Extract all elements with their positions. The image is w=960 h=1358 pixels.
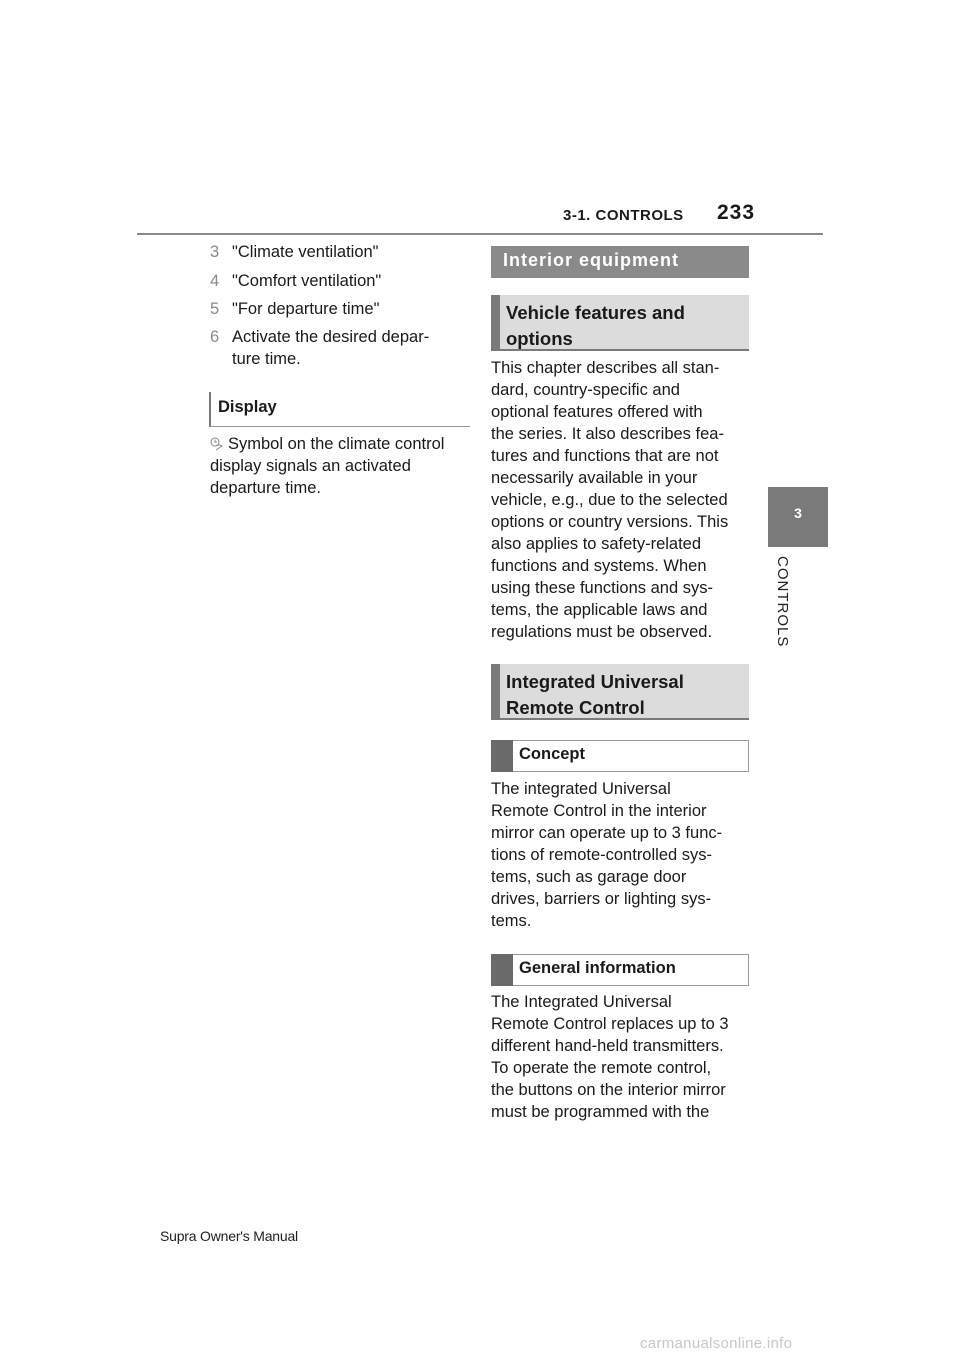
- text-line: options or country versions. This: [491, 513, 729, 531]
- step-number: 3: [210, 243, 220, 261]
- general-information-heading: [491, 954, 749, 986]
- text-line: Remote Control in the interior: [491, 802, 707, 820]
- text-line: drives, barriers or lighting sys-: [491, 890, 712, 908]
- step-text: "Climate ventilation": [232, 243, 379, 261]
- concept-heading: [491, 740, 749, 772]
- text-line: tems.: [491, 912, 532, 930]
- step-number: 4: [210, 272, 220, 290]
- heading-marker: [491, 954, 513, 986]
- text-line: the series. It also describes fea-: [491, 425, 724, 443]
- text-line: tions of remote-controlled sys-: [491, 846, 713, 864]
- step-item: [210, 270, 470, 292]
- watermark: carmanualsonline.info: [640, 1335, 793, 1352]
- step-item: [210, 241, 470, 263]
- step-item: [210, 298, 470, 320]
- step-number: 5: [210, 300, 220, 318]
- heading-line: Vehicle features and: [506, 302, 685, 323]
- iurc-heading: [491, 664, 749, 720]
- heading-line: Remote Control: [506, 697, 645, 718]
- departure-time-icon: [210, 437, 224, 451]
- text-line: using these functions and sys-: [491, 579, 713, 597]
- text-line: To operate the remote control,: [491, 1059, 712, 1077]
- text-line: mirror can operate up to 3 func-: [491, 824, 723, 842]
- display-line: Symbol on the climate control: [228, 435, 445, 453]
- display-line: display signals an activated: [210, 457, 411, 475]
- text-line: tems, the applicable laws and: [491, 601, 708, 619]
- step-item: [210, 326, 470, 370]
- text-line: vehicle, e.g., due to the selected: [491, 491, 728, 509]
- text-line: the buttons on the interior mirror: [491, 1081, 726, 1099]
- step-text: "Comfort ventilation": [232, 272, 382, 290]
- text-line: Remote Control replaces up to 3: [491, 1015, 729, 1033]
- text-line: The integrated Universal: [491, 780, 671, 798]
- text-line: optional features offered with: [491, 403, 703, 421]
- chapter-tab-number: 3: [794, 505, 802, 521]
- text-line: tures and functions that are not: [491, 447, 719, 465]
- text-line: regulations must be observed.: [491, 623, 713, 641]
- text-line: necessarily available in your: [491, 469, 698, 487]
- text-line: different hand-held transmitters.: [491, 1037, 724, 1055]
- concept-text: [491, 778, 753, 932]
- step-number: 6: [210, 328, 220, 346]
- section-title: Interior equipment: [503, 250, 680, 270]
- display-heading-box: [209, 392, 470, 427]
- heading-marker: [491, 740, 513, 772]
- text-line: The Integrated Universal: [491, 993, 672, 1011]
- display-text: [210, 433, 472, 499]
- page-number: 233: [717, 201, 756, 224]
- manual-name: Supra Owner's Manual: [160, 1228, 298, 1244]
- display-line: departure time.: [210, 479, 321, 497]
- chapter-tab: [768, 487, 828, 547]
- text-line: also applies to safety-related: [491, 535, 702, 553]
- section-title-bar: [491, 246, 749, 278]
- step-text: "For departure time": [232, 300, 380, 318]
- general-heading-text: General information: [519, 959, 676, 977]
- vehicle-features-text: [491, 357, 753, 643]
- text-line: tems, such as garage door: [491, 868, 687, 886]
- header-divider: [137, 233, 823, 235]
- heading-line: options: [506, 328, 573, 349]
- general-information-text: [491, 991, 753, 1123]
- step-text: Activate the desired depar- ture time.: [232, 328, 430, 368]
- chapter-tab-label: CONTROLS: [774, 556, 791, 648]
- vehicle-features-heading: [491, 295, 749, 351]
- concept-heading-text: Concept: [519, 745, 585, 763]
- chapter-title: 3-1. CONTROLS: [563, 207, 684, 224]
- text-line: must be programmed with the: [491, 1103, 710, 1121]
- display-heading: Display: [218, 398, 277, 416]
- text-line: dard, country-specific and: [491, 381, 680, 399]
- text-line: functions and systems. When: [491, 557, 707, 575]
- text-line: This chapter describes all stan-: [491, 359, 720, 377]
- heading-line: Integrated Universal: [506, 671, 684, 692]
